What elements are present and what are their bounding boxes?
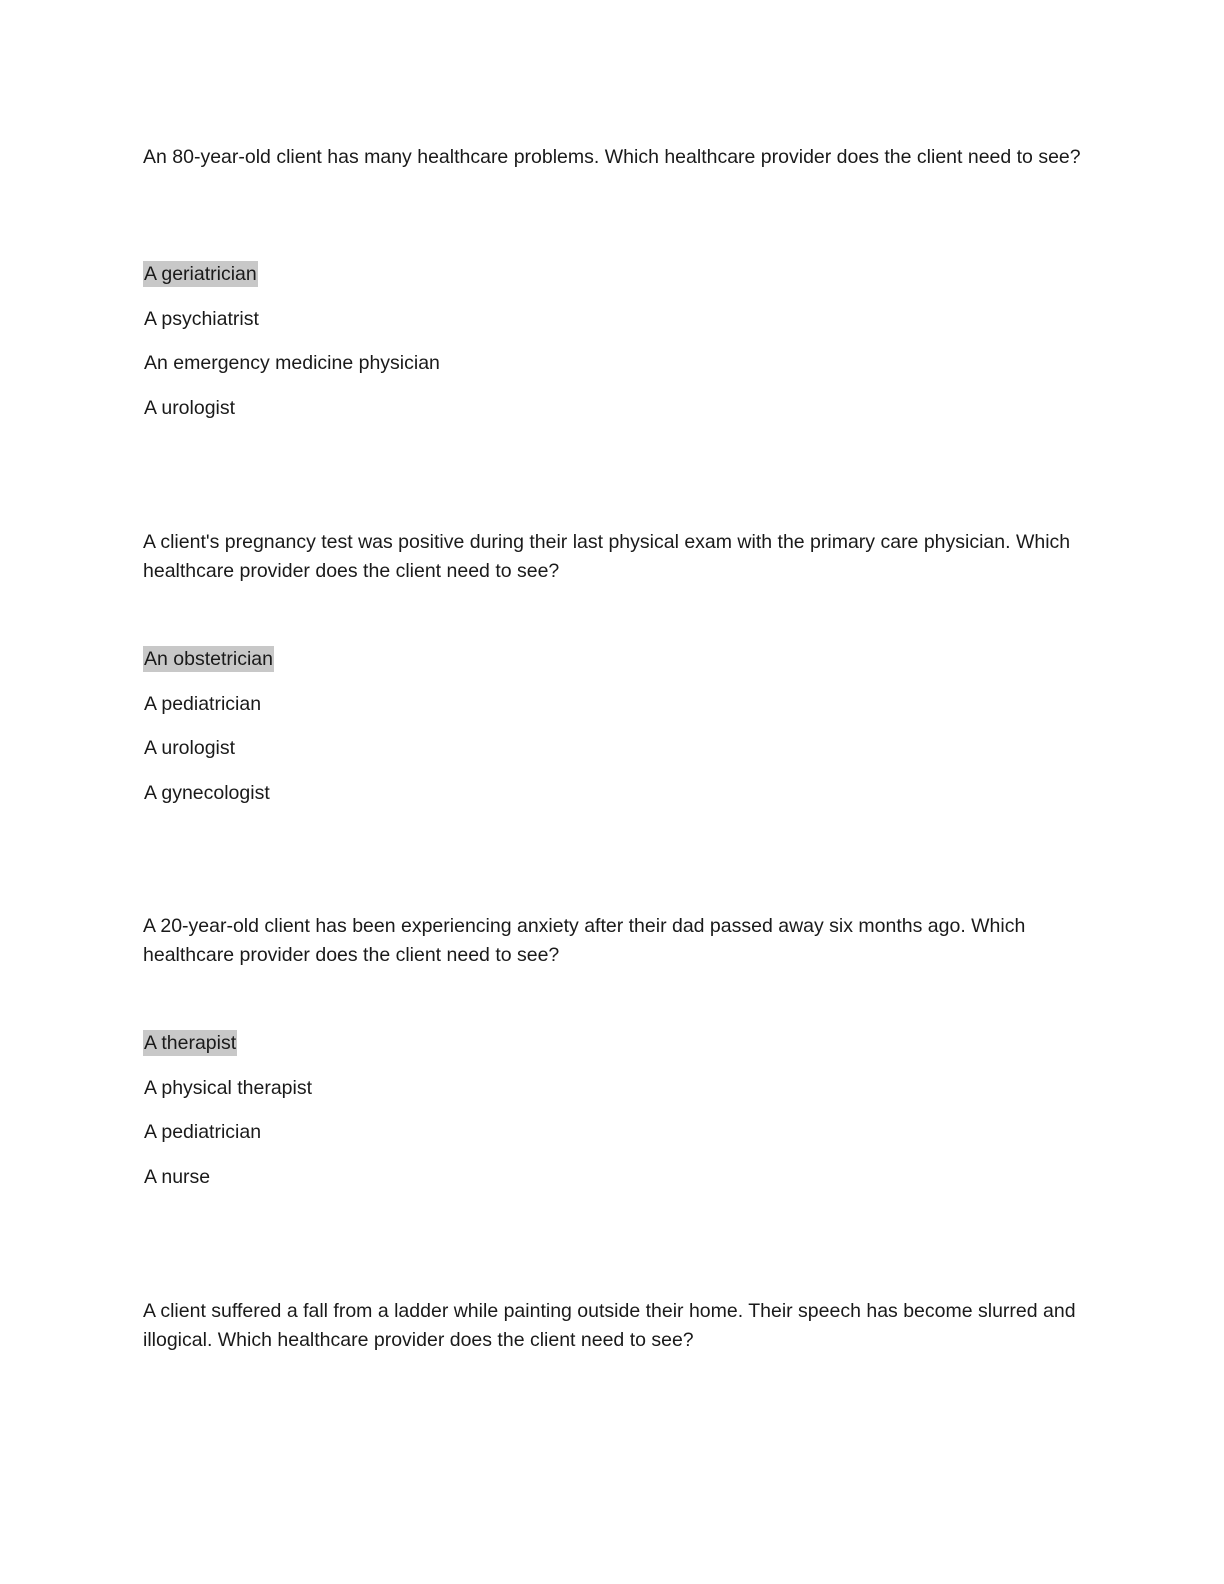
question-2-text: A client's pregnancy test was positive during their last physical exam with the primary care physician. Which healthcare provider does the client need to see? xyxy=(143,531,1071,582)
option-3-b xyxy=(143,1075,313,1101)
option-label: A pediatrician xyxy=(144,692,262,715)
option-3-c xyxy=(143,1119,313,1145)
option-label: A psychiatrist xyxy=(144,307,259,330)
question-4-text: A client suffered a fall from a ladder while painting outside their home. Their speech has become slurred and illogical. Which healthcare provider does the client need to see? xyxy=(143,1300,1076,1351)
option-label: A therapist xyxy=(144,1032,237,1054)
option-1-c xyxy=(143,350,441,376)
option-2-a xyxy=(143,646,274,672)
option-label: A urologist xyxy=(144,396,236,419)
option-3-a xyxy=(143,1030,313,1056)
question-3-options xyxy=(143,1030,313,1208)
option-label: A physical therapist xyxy=(144,1076,313,1099)
question-1-text: An 80-year-old client has many healthcare problems. Which healthcare provider does the client need to see? xyxy=(143,146,1081,168)
option-1-a xyxy=(143,261,441,287)
question-2-options xyxy=(143,646,274,824)
question-4 xyxy=(143,1297,1083,1355)
option-label: An obstetrician xyxy=(144,648,273,670)
option-1-b xyxy=(143,306,441,332)
option-2-c xyxy=(143,735,274,761)
option-1-d xyxy=(143,395,441,421)
option-3-d xyxy=(143,1164,313,1190)
option-2-b xyxy=(143,691,274,717)
option-label: A pediatrician xyxy=(144,1121,262,1143)
option-label: A nurse xyxy=(144,1165,211,1188)
option-label: An emergency medicine physician xyxy=(144,352,440,374)
question-1 xyxy=(143,143,1083,419)
question-1-options xyxy=(143,261,441,439)
question-3 xyxy=(143,912,1083,1188)
option-label: A geriatrician xyxy=(144,263,257,285)
option-2-d xyxy=(143,780,274,806)
question-3-text: A 20-year-old client has been experiencing anxiety after their dad passed away six months ago. Which healthcare provider does the client need to see? xyxy=(143,915,1026,966)
question-2 xyxy=(143,528,1083,804)
option-label: A urologist xyxy=(144,737,236,759)
option-label: A gynecologist xyxy=(144,781,270,804)
